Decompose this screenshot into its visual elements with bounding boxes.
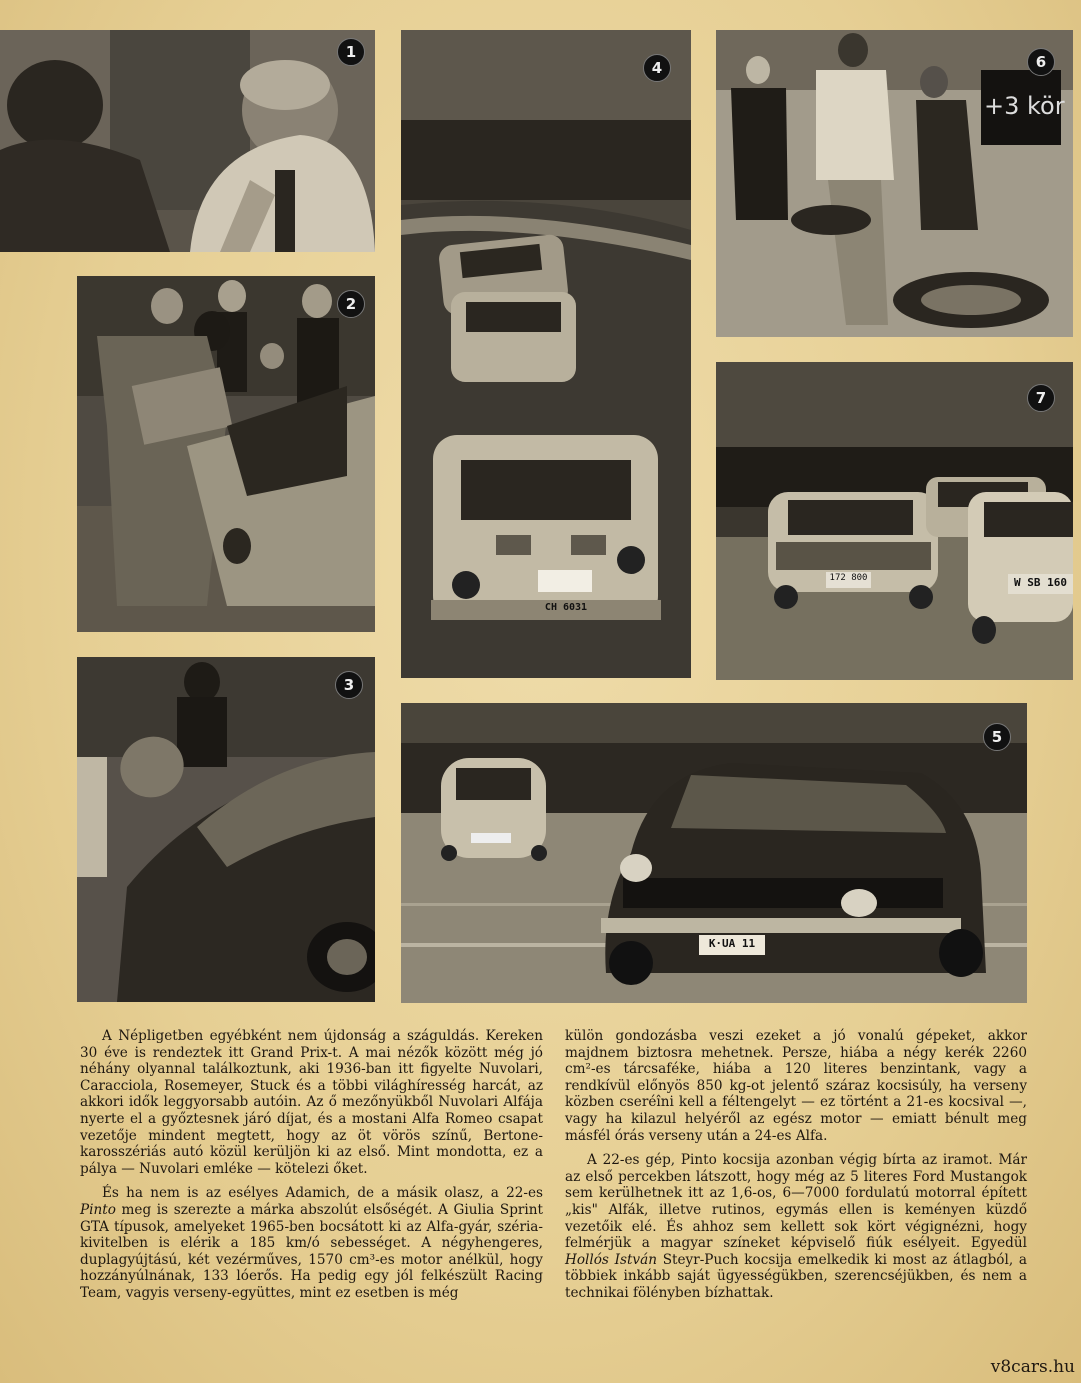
article-paragraph: A Népligetben egyébként nem újdonság a száguldás. Kereken 30 éve is rendeztek itt Grand Prix-t. A mai nézők között még jó néhány olyannal találkoztunk, aki 1936-ban itt figyelte Nuvolari, Caracciola, Rosemeyer, Stuck és a többi világhíresség harcát, az akkori idők leggyorsabb autóin. Az ő mezőnyükből Nuvolari Alfája nyerte el a győztesnek járó díjat, és a mostani Alfa Romeo csapat vezetője mindent megtett, hogy az öt vörös színű, Bertone-karosszériás autó közül kerüljön ki az első. Mint mondotta, ez a pálya — Nuvolari emléke — kötelezi őket. bbox=[80, 1028, 543, 1177]
italic-name: Hollós István bbox=[565, 1251, 657, 1268]
article-paragraph: A 22-es gép, Pinto kocsija azonban végig bírta az iramot. Már az első percekben látszott, hogy még az 5 literes Ford Mustangok sem kerülhetnek itt az 1,6-os, 6—7000 fordulatú motorral épített „kis" Alfák, illetve rutinos, egymás ellen is keményen küzdő vezetőik elé. És ahhoz sem kellett sok kört végignézni, hogy felmérjük a magyar színeket képviselő fiúk esélyeit. Egyedül Hollós István Steyr-Puch kocsija emelkedik ki most az átlagból, a többiek inkább saját ügyességükben, szerencséjükben, és nem a technikai fölényben bízhattak. bbox=[565, 1152, 1027, 1301]
license-plate-text: W SB 160 bbox=[1014, 576, 1067, 589]
photo-number-badge: 2 bbox=[337, 290, 365, 318]
photo-number-badge: 3 bbox=[335, 671, 363, 699]
article-paragraph: És ha nem is az esélyes Adamich, de a másik olasz, a 22-es Pinto meg is szerezte a márka abszolút elsőségét. A Giulia Sprint GTA típusok, amelyeket 1965-ben bocsátott ki az Alfa-gyár, széria-kivitelben is elérik a 185 km/ó sebességet. A négyhengeres, duplagyújtású, két vezérműves, 1570 cm³-es motor anélkül, hogy hozzányúlnának, 133 lóerős. Ha pedig egy jól felkészült Racing Team, vagyis verseny-együttes, mint ez esetben is még bbox=[80, 1185, 543, 1301]
article-paragraph: külön gondozásba veszi ezeket a jó vonalú gépeket, akkor majdnem biztosra mehetnek. Persze, hiába a négy kerék 2260 cm²-es tárcsaféke, hiába a 120 literes benzintank, vagy a rendkívül előnyös 850 kg-ot jelentő száraz kocsisúly, ha verseny közben cseréîni kell a féltengelyt — ez történt a 21-es kocsival —, vagy ha kilazul helyéről az egész motor — emiatt bénult meg másfél órás verseny után a 24-es Alfa. bbox=[565, 1028, 1027, 1144]
photo-7-mustang-and-cars bbox=[716, 362, 1073, 680]
photo-6-lap-signal bbox=[716, 30, 1073, 337]
article-left-column bbox=[80, 1028, 543, 1310]
photo-number-badge: 1 bbox=[337, 38, 365, 66]
photo-4-race-cars-track bbox=[401, 30, 691, 678]
photo-number-badge: 5 bbox=[983, 723, 1011, 751]
photo-number-badge: 6 bbox=[1027, 48, 1055, 76]
photo-2-refueling bbox=[77, 276, 375, 632]
license-plate-text: 172 800 bbox=[829, 573, 868, 583]
license-plate-text: CH 6031 bbox=[544, 602, 588, 613]
italic-name: Pinto bbox=[80, 1201, 116, 1218]
photo-3-pouring-fluid bbox=[77, 657, 375, 1002]
photo-number-badge: 4 bbox=[643, 54, 671, 82]
article-right-column bbox=[565, 1028, 1027, 1310]
license-plate-text: K·UA 11 bbox=[708, 937, 756, 950]
photo-number-badge: 7 bbox=[1027, 384, 1055, 412]
lap-sign-text: +3 kör bbox=[984, 92, 1065, 120]
photo-1-drivers-portrait bbox=[0, 30, 375, 252]
watermark-credit: v8cars.hu bbox=[990, 1357, 1075, 1377]
photo-5-mustang-and-fiat bbox=[401, 703, 1027, 1003]
